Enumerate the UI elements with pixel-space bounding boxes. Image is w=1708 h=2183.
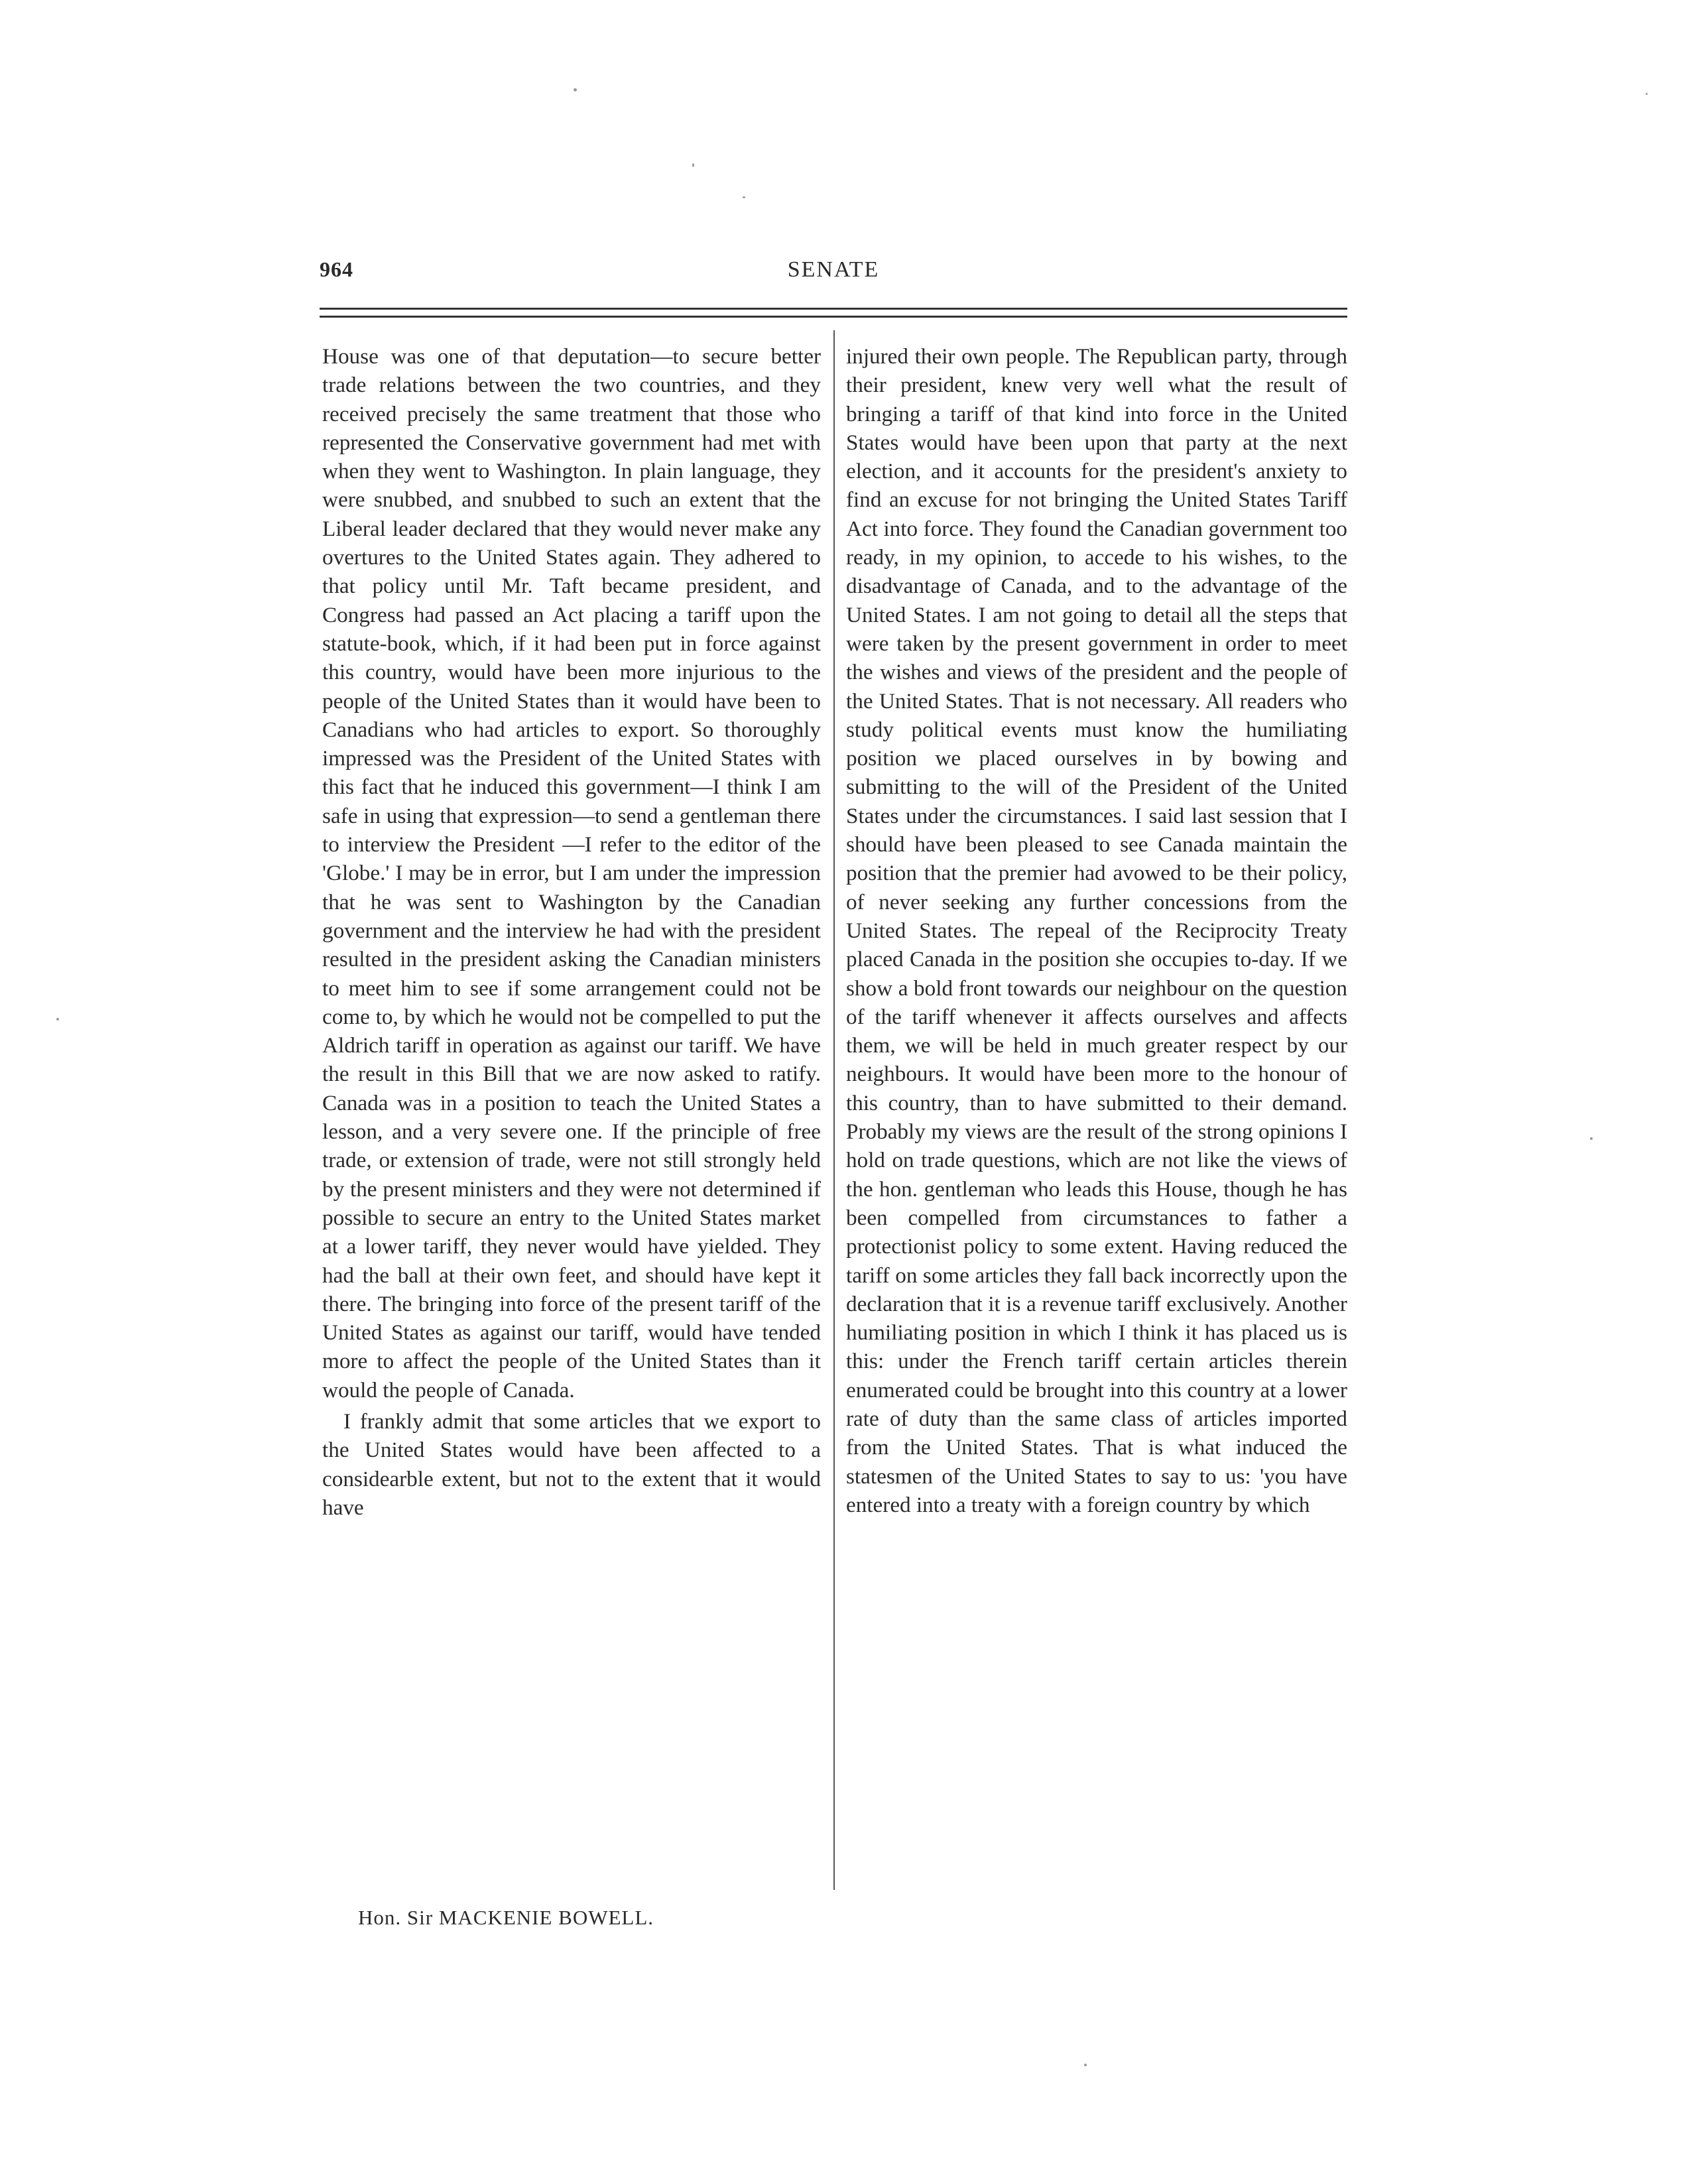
column-divider	[833, 330, 835, 1890]
scan-speck	[692, 163, 694, 167]
header-rule-top	[320, 308, 1347, 310]
page-title: SENATE	[787, 257, 880, 282]
page-header	[320, 257, 1347, 290]
scan-speck	[1590, 1137, 1593, 1140]
scan-speck	[743, 196, 745, 198]
left-paragraph-2: I frankly admit that some articles that we export to the United States would have been affected to a considearble extent, but not to the extent that it would have	[322, 1408, 821, 1520]
left-paragraph-1: House was one of that deputation—to secure better trade relations between the two countries, and they received precisely the same treatment that those who represented the Conservative government had met with when they went to Washington. In plain language, they were snubbed, and snubbed to such an extent that the Liberal leader declared that they would never make any overtures to the United States again. They adhered to that policy until Mr. Taft became president, and Congress had passed an Act placing a tariff upon the statute-book, which, if it had been put in force against this country, would have been more injurious to the people of the United States than it would have been to Canadians who had articles to export. So thoroughly impressed was the President of the United States with this fact that he induced this government—I think I am safe in using that expression—to send a gentleman there to interview the President —I refer to the editor of the 'Globe.' I may be in error, but I am under the impression that he was sent to Washington by the Canadian government and the interview he had with the president resulted in the president asking the Canadian ministers to meet him to see if some arrangement could not be come to, by which he would not be compelled to put the Aldrich tariff in operation as against our tariff. We have the result in this Bill that we are now asked to ratify. Canada was in a position to teach the United States a lesson, and a very severe one. If the principle of free trade, or extension of trade, were not still strongly held by the present ministers and they were not determined if possible to secure an entry to the United States market at a lower tariff, they never would have yielded. They had the ball at their own feet, and should have kept it there. The bringing into force of the present tariff of the United States as against our tariff, would have tended more to affect the people of the United States than it would the people of Canada.	[322, 344, 821, 1403]
right-paragraph-1: injured their own people. The Republican party, through their president, knew very well what the result of bringing a tariff of that kind into force in the United States would have been upon that party at the next election, and it accounts for the president's anxiety to find an excuse for not bringing the United States Tariff Act into force. They found the Canadian government too ready, in my opinion, to accede to his wishes, to the disadvantage of Canada, and to the advantage of the United States. I am not going to detail all the steps that were taken by the present government in order to meet the wishes and views of the president and the people of the United States. That is not necessary. All readers who study political events must know the humiliating position we placed ourselves in by bowing and submitting to the will of the President of the United States under the circumstances. I said last session that I should have been pleased to see Canada maintain the position that the premier had avowed to be their policy, of never seeking any further concessions from the United States. The repeal of the Reciprocity Treaty placed Canada in the position she occupies to-day. If we show a bold front towards our neighbour on the question of the tariff whenever it affects ourselves and affects them, we will be held in much greater respect by our neighbours. It would have been more to the honour of this country, than to have submitted to their demand. Probably my views are the result of the strong opinions I hold on trade questions, which are not like the views of the hon. gentleman who leads this House, though he has been compelled from circumstances to father a protectionist policy to some extent. Having reduced the tariff on some articles they fall back incorrectly upon the declaration that it is a revenue tariff exclusively. Another humiliating position in which I think it has placed us is this: under the French tariff certain articles therein enumerated could be brought into this country at a lower rate of duty than the same class of articles imported from the United States. That is what induced the statesmen of the United States to say to us: 'you have entered into a treaty with a foreign country by which	[846, 344, 1347, 1517]
left-column	[322, 342, 821, 1522]
scan-speck	[1646, 93, 1648, 95]
header-rule-bottom	[320, 316, 1347, 318]
right-column	[846, 342, 1347, 1519]
page-number: 964	[320, 257, 353, 281]
scan-speck	[1084, 2064, 1087, 2066]
scan-speck	[574, 88, 577, 92]
scan-speck	[56, 1018, 59, 1021]
speaker-running-footer: Hon. Sir MACKENIE BOWELL.	[358, 1906, 654, 1929]
